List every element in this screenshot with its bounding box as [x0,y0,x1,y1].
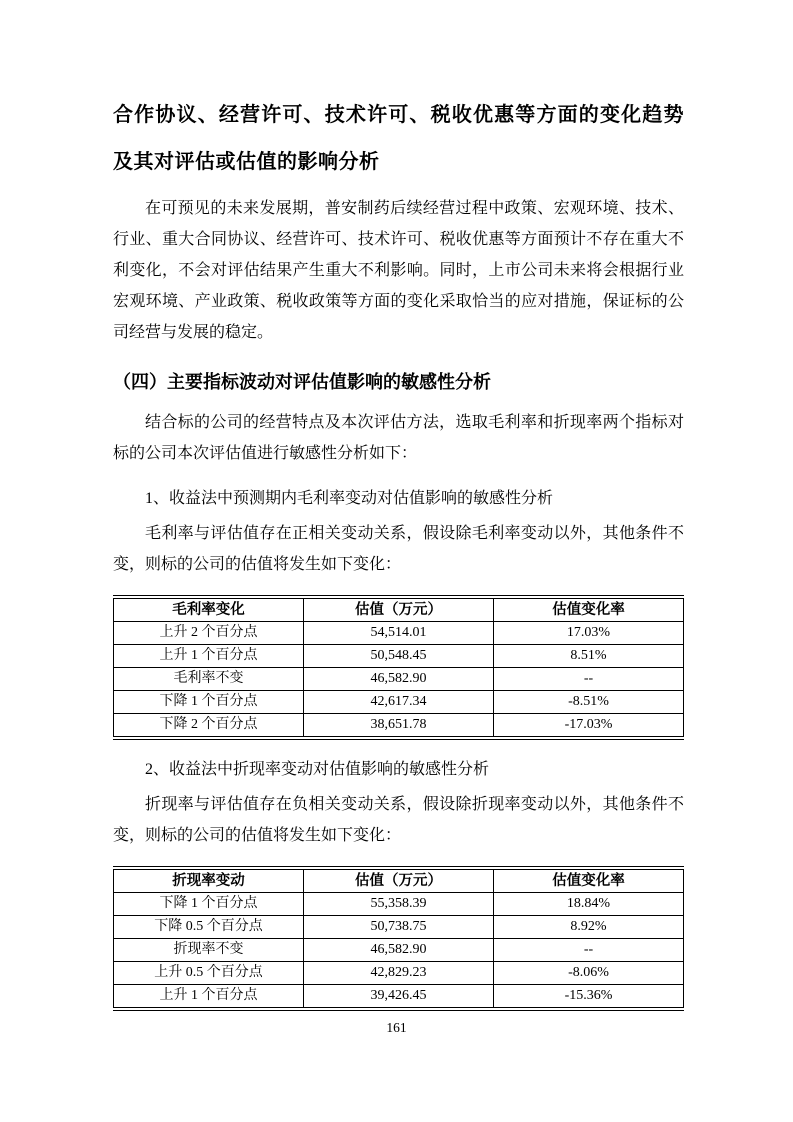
page-number: 161 [386,1020,407,1035]
table-cell: 下降 2 个百分点 [114,714,304,739]
table-cell: 54,514.01 [304,622,494,645]
table-cell: 下降 1 个百分点 [114,691,304,714]
table-row [114,714,684,739]
table-cell: -- [494,939,684,962]
table-cell: 17.03% [494,622,684,645]
table-cell: 上升 1 个百分点 [114,985,304,1010]
section-heading-4: （四）主要指标波动对评估值影响的敏感性分析 [113,372,491,392]
table-cell: -8.51% [494,691,684,714]
table-header-cell: 毛利率变化 [114,597,304,622]
table-cell: -8.06% [494,962,684,985]
table-row [114,916,684,939]
table-row [114,645,684,668]
table-cell: 上升 0.5 个百分点 [114,962,304,985]
table-cell: 上升 2 个百分点 [114,622,304,645]
table-cell: 8.92% [494,916,684,939]
gross-margin-sensitivity-table [113,595,684,740]
table-cell: 55,358.39 [304,893,494,916]
table-cell: -17.03% [494,714,684,739]
table-cell: 18.84% [494,893,684,916]
table-row [114,691,684,714]
table-cell: -15.36% [494,985,684,1010]
table-row [114,939,684,962]
section4-lead-paragraph: 结合标的公司的经营特点及本次评估方法，选取毛利率和折现率两个指标对标的公司本次评估值进行敏感性分析如下： [113,414,684,462]
table-cell: -- [494,668,684,691]
table-header-row [114,868,684,893]
page-content [113,0,684,1011]
table-header-cell: 估值变化率 [494,868,684,893]
table-cell: 42,617.34 [304,691,494,714]
table-cell: 下降 1 个百分点 [114,893,304,916]
table-header-cell: 估值变化率 [494,597,684,622]
table-header-cell: 估值（万元） [304,868,494,893]
table-cell: 42,829.23 [304,962,494,985]
table-cell: 50,738.75 [304,916,494,939]
document-title: 合作协议、经营许可、技术许可、税收优惠等方面的变化趋势及其对评估或估值的影响分析 [113,104,684,173]
table-row [114,962,684,985]
subsection-1-paragraph: 毛利率与评估值存在正相关变动关系，假设除毛利率变动以外，其他条件不变，则标的公司的估值将发生如下变化： [113,525,684,573]
table-row [114,668,684,691]
subsection-1-title: 1、收益法中预测期内毛利率变动对估值影响的敏感性分析 [145,490,554,507]
table-cell: 50,548.45 [304,645,494,668]
discount-rate-sensitivity-table [113,866,684,1011]
table-header-cell: 估值（万元） [304,597,494,622]
table-cell: 46,582.90 [304,939,494,962]
table-header-cell: 折现率变动 [114,868,304,893]
table-cell: 39,426.45 [304,985,494,1010]
table-cell: 46,582.90 [304,668,494,691]
table-header-row [114,597,684,622]
table-cell: 38,651.78 [304,714,494,739]
table-row [114,985,684,1010]
subsection-2-title: 2、收益法中折现率变动对估值影响的敏感性分析 [145,761,490,778]
table-cell: 8.51% [494,645,684,668]
table-row [114,893,684,916]
table-cell: 折现率不变 [114,939,304,962]
table-cell: 下降 0.5 个百分点 [114,916,304,939]
table-row [114,622,684,645]
intro-paragraph: 在可预见的未来发展期，普安制药后续经营过程中政策、宏观环境、技术、行业、重大合同协议、经营许可、技术许可、税收优惠等方面预计不存在重大不利变化，不会对评估结果产生重大不利影响。同时，上市公司未来将会根据行业宏观环境、产业政策、税收政策等方面的变化采取恰当的应对措施，保证标的公司经营与发展的稳定。 [113,200,684,341]
table-cell: 上升 1 个百分点 [114,645,304,668]
table-cell: 毛利率不变 [114,668,304,691]
subsection-2-paragraph: 折现率与评估值存在负相关变动关系，假设除折现率变动以外，其他条件不变，则标的公司的估值将发生如下变化： [113,796,684,844]
